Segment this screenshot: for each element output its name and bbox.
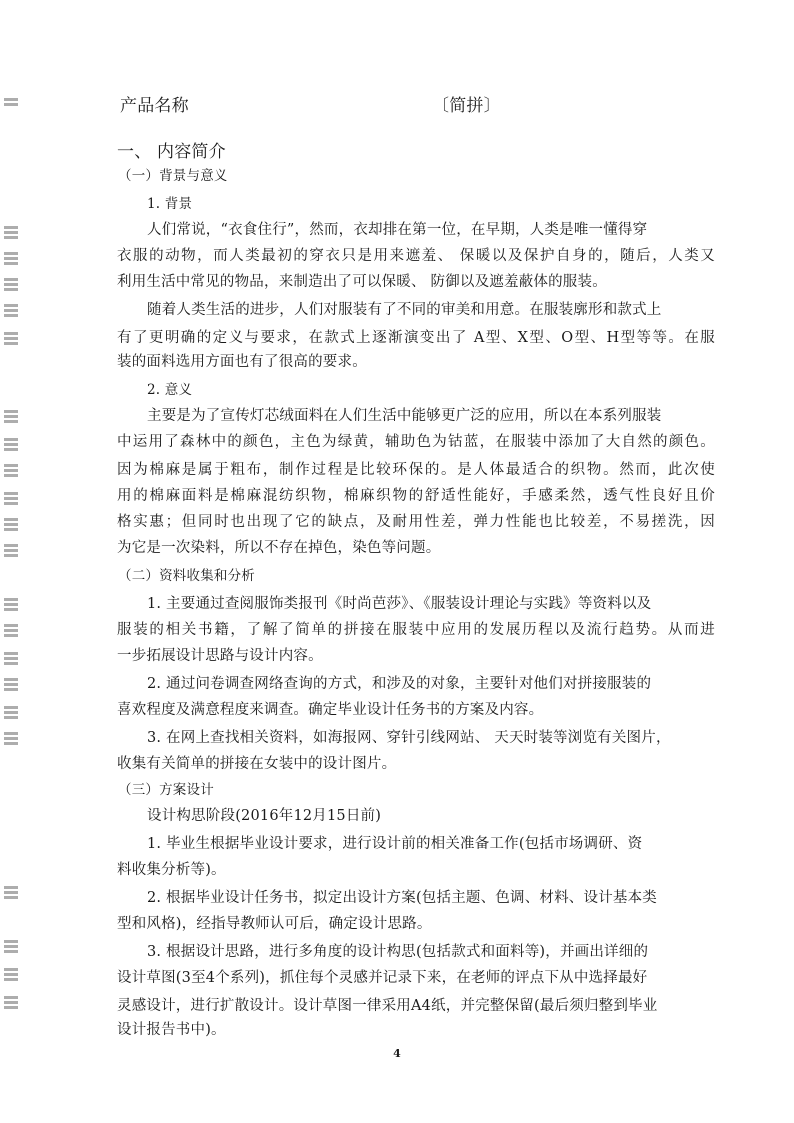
margin-artifact (4, 730, 18, 747)
paragraph-line: 为它是一次染料，所以不存在掉色，染色等问题。 (117, 540, 441, 556)
paragraph-line: 用的棉麻面料是棉麻混纺织物，棉麻织物的舒适性能好，手感柔然，透气性良好且价 (117, 488, 715, 504)
margin-artifact (4, 884, 18, 901)
margin-artifact (4, 516, 18, 533)
paragraph-line: 2. 根据毕业设计任务书，拟定出设计方案(包括主题、色调、材料、设计基本类 (147, 890, 657, 906)
product-name-label: 产品名称 (120, 96, 189, 116)
paragraph-line: 设计报告书中)。 (117, 1022, 226, 1038)
paragraph-line: 主要是为了宣传灯芯绒面料在人们生活中能够更广泛的应用，所以在本系列服装 (147, 408, 662, 424)
paragraph-line: 因为棉麻是属于粗布，制作过程是比较环保的。是人体最适合的织物。然而，此次使 (117, 462, 715, 478)
margin-artifact (4, 250, 18, 267)
paragraph-line: 利用生活中常见的物品，来制造出了可以保暖、 防御以及遮羞蔽体的服装。 (117, 274, 607, 290)
margin-artifact (4, 542, 18, 559)
product-name-value: 〔简拼〕 (432, 96, 501, 116)
margin-artifact (4, 408, 18, 425)
margin-artifact (4, 302, 18, 319)
margin-artifact (4, 462, 18, 479)
paragraph-line: 有了更明确的定义与要求，在款式上逐渐演变出了 A型、X型、O型、H型等等。在服 (117, 330, 715, 346)
paragraph-line: 2. 通过问卷调查网络查询的方式，和涉及的对象，主要针对他们对拼接服装的 (147, 676, 652, 692)
paragraph-line: 随着人类生活的进步，人们对服装有了不同的审美和用意。在服装廓形和款式上 (147, 302, 662, 318)
margin-artifact (4, 622, 18, 639)
paragraph-line: 格实惠；但同时也出现了它的缺点，及耐用性差，弹力性能也比较差，不易搓洗，因 (117, 514, 715, 530)
paragraph-line: 中运用了森林中的颜色，主色为绿黄，辅助色为钴蓝，在服装中添加了大自然的颜色。 (117, 434, 715, 450)
margin-artifact (4, 436, 18, 453)
subsection-heading: （三）方案设计 (118, 782, 214, 798)
margin-artifact (4, 276, 18, 293)
section-heading: 一、 内容简介 (117, 142, 226, 162)
paragraph-line: 人们常说，“衣食住行”，然而，衣却排在第一位，在早期，人类是唯一懂得穿 (147, 222, 648, 238)
paragraph-line: 喜欢程度及满意程度来调查。确定毕业设计任务书的方案及内容。 (117, 702, 544, 718)
margin-artifact (4, 966, 18, 983)
paragraph-line: 3. 根据设计思路，进行多角度的设计构思(包括款式和面料等)，并画出详细的 (147, 944, 649, 960)
margin-artifact (4, 650, 18, 667)
margin-artifact (4, 490, 18, 507)
paragraph-line: 灵感设计，进行扩散设计。设计草图一律采用A4纸，并完整保留(最后须归整到毕业 (117, 998, 658, 1014)
paragraph-line: 料收集分析等)。 (117, 862, 226, 878)
subsection-heading: （二）资料收集和分析 (118, 568, 255, 584)
paragraph-line: 1. 毕业生根据毕业设计要求，进行设计前的相关准备工作(包括市场调研、资 (147, 836, 643, 852)
paragraph-line: 收集有关简单的拼接在女装中的设计图片。 (117, 756, 397, 772)
page-number: 4 (393, 1047, 401, 1060)
design-stage-title: 设计构思阶段(2016年12月15日前) (147, 808, 382, 824)
paragraph-line: 设计草图(3至4个系列)，抓住每个灵感并记录下来，在老师的评点下从中选择最好 (117, 970, 648, 986)
margin-artifact (4, 330, 18, 347)
margin-artifact (4, 994, 18, 1011)
item-heading: 1. 背景 (147, 196, 193, 212)
margin-artifact (4, 704, 18, 721)
margin-artifact (4, 96, 18, 108)
paragraph-line: 1. 主要通过查阅服饰类报刊《时尚芭莎》、《服装设计理论与实践》等资料以及 (147, 596, 652, 612)
paragraph-line: 型和风格)，经指导教师认可后，确定设计思路。 (117, 916, 432, 932)
item-heading: 2. 意义 (147, 382, 193, 398)
paragraph-line: 衣服的动物，而人类最初的穿衣只是用来遮羞、 保暖以及保护自身的，随后，人类又 (117, 248, 715, 264)
margin-artifact (4, 596, 18, 613)
paragraph-line: 3. 在网上查找相关资料，如海报网、穿针引线网站、 天天时装等浏览有关图片， (147, 730, 671, 746)
paragraph-line: 服装的相关书籍，了解了简单的拼接在服装中应用的发展历程以及流行趋势。从而进 (117, 622, 715, 638)
paragraph-line: 一步拓展设计思路与设计内容。 (117, 648, 323, 664)
margin-artifact (4, 224, 18, 241)
subsection-heading: （一）背景与意义 (118, 168, 228, 184)
paragraph-line: 装的面料选用方面也有了很高的要求。 (117, 354, 367, 370)
margin-artifact (4, 676, 18, 693)
margin-artifact (4, 938, 18, 955)
